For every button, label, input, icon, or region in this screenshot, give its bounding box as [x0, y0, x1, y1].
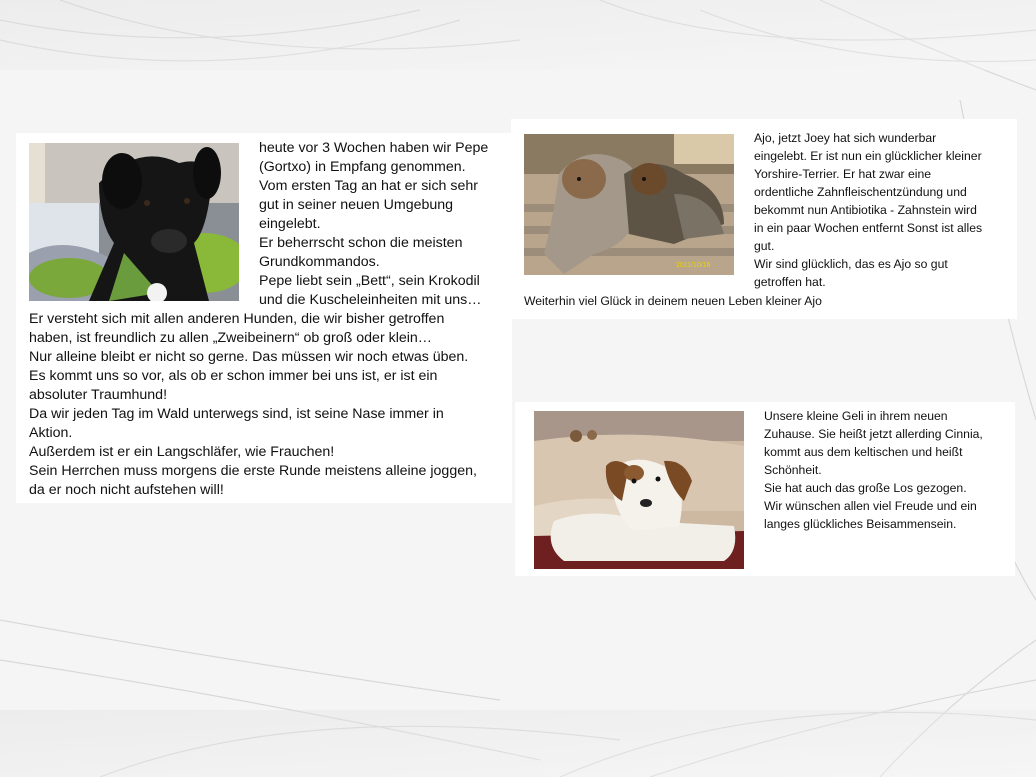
white-brown-dog-photo: [534, 411, 744, 569]
pepe-text-line: Aktion.: [29, 425, 73, 441]
pepe-text-line: eingelebt.: [259, 216, 321, 232]
pepe-story-panel: [16, 133, 512, 503]
pepe-text-line: haben, ist freundlich zu allen „Zweibeinern“ ob groß oder klein…: [29, 330, 432, 346]
pepe-text-line: Grundkommandos.: [259, 254, 380, 270]
pepe-text-line: da er noch nicht aufstehen will!: [29, 482, 224, 498]
geli-story-panel: [515, 402, 1015, 576]
ajo-text-line: eingelebt. Er ist nun ein glücklicher kleiner: [754, 149, 982, 163]
ajo-text-line: Weiterhin viel Glück in deinem neuen Leben kleiner Ajo: [524, 294, 822, 308]
pepe-text-line: Pepe liebt sein „Bett“, sein Krokodil: [259, 273, 480, 289]
ajo-story-text: [754, 129, 1009, 291]
pepe-text-line: und die Kuscheleinheiten mit uns…: [259, 292, 482, 308]
ajo-text-line: Ajo, jetzt Joey hat sich wunderbar: [754, 131, 937, 145]
ajo-text-line: ordentliche Zahnfleischentzündung und: [754, 185, 967, 199]
pepe-text-line: Vom ersten Tag an hat er sich sehr: [259, 178, 478, 194]
ajo-story-panel: [511, 119, 1017, 319]
geli-text-line: Schönheit.: [764, 463, 822, 477]
photo-date-stamp: 2011/10/16: [676, 262, 711, 269]
pepe-intro-text: [259, 139, 514, 310]
pepe-text-line: Er versteht sich mit allen anderen Hunden, die wir bisher getroffen: [29, 311, 445, 327]
pepe-story-text: [29, 310, 511, 500]
geli-text-line: Zuhause. Sie heißt jetzt allerding Cinnia,: [764, 427, 983, 441]
geli-story-text: [764, 407, 1014, 533]
ajo-text-line: getroffen hat.: [754, 275, 826, 289]
ajo-text-line: Yorshire-Terrier. Er hat zwar eine: [754, 167, 932, 181]
pepe-text-line: Er beherrscht schon die meisten: [259, 235, 463, 251]
pepe-text-line: absoluter Traumhund!: [29, 387, 168, 403]
black-dog-photo: [29, 143, 239, 301]
pepe-text-line: Da wir jeden Tag im Wald unterwegs sind, ist seine Nase immer in: [29, 406, 444, 422]
two-dogs-photo: [524, 134, 734, 275]
pepe-text-line: Nur alleine bleibt er nicht so gerne. Das müssen wir noch etwas üben.: [29, 349, 469, 365]
pepe-text-line: gut in seiner neuen Umgebung: [259, 197, 454, 213]
geli-text-line: kommt aus dem keltischen und heißt: [764, 445, 963, 459]
pepe-text-line: (Gortxo) in Empfang genommen.: [259, 159, 466, 175]
ajo-text-line: in ein paar Wochen entfernt Sonst ist alles: [754, 221, 983, 235]
pepe-text-line: Es kommt uns so vor, als ob er schon immer bei uns ist, er ist ein: [29, 368, 438, 384]
geli-text-line: langes glückliches Beisammensein.: [764, 517, 957, 531]
geli-text-line: Wir wünschen allen viel Freude und ein: [764, 499, 977, 513]
ajo-text-line: bekommt nun Antibiotika - Zahnstein wird: [754, 203, 977, 217]
ajo-text-line: gut.: [754, 239, 775, 253]
ajo-text-line: Wir sind glücklich, das es Ajo so gut: [754, 257, 948, 271]
pepe-text-line: Sein Herrchen muss morgens die erste Runde meistens alleine joggen,: [29, 463, 477, 479]
ajo-closing-text: [524, 292, 1004, 310]
geli-text-line: Unsere kleine Geli in ihrem neuen: [764, 409, 948, 423]
geli-text-line: Sie hat auch das große Los gezogen.: [764, 481, 967, 495]
pepe-text-line: Außerdem ist er ein Langschläfer, wie Frauchen!: [29, 444, 335, 460]
pepe-text-line: heute vor 3 Wochen haben wir Pepe: [259, 140, 489, 156]
